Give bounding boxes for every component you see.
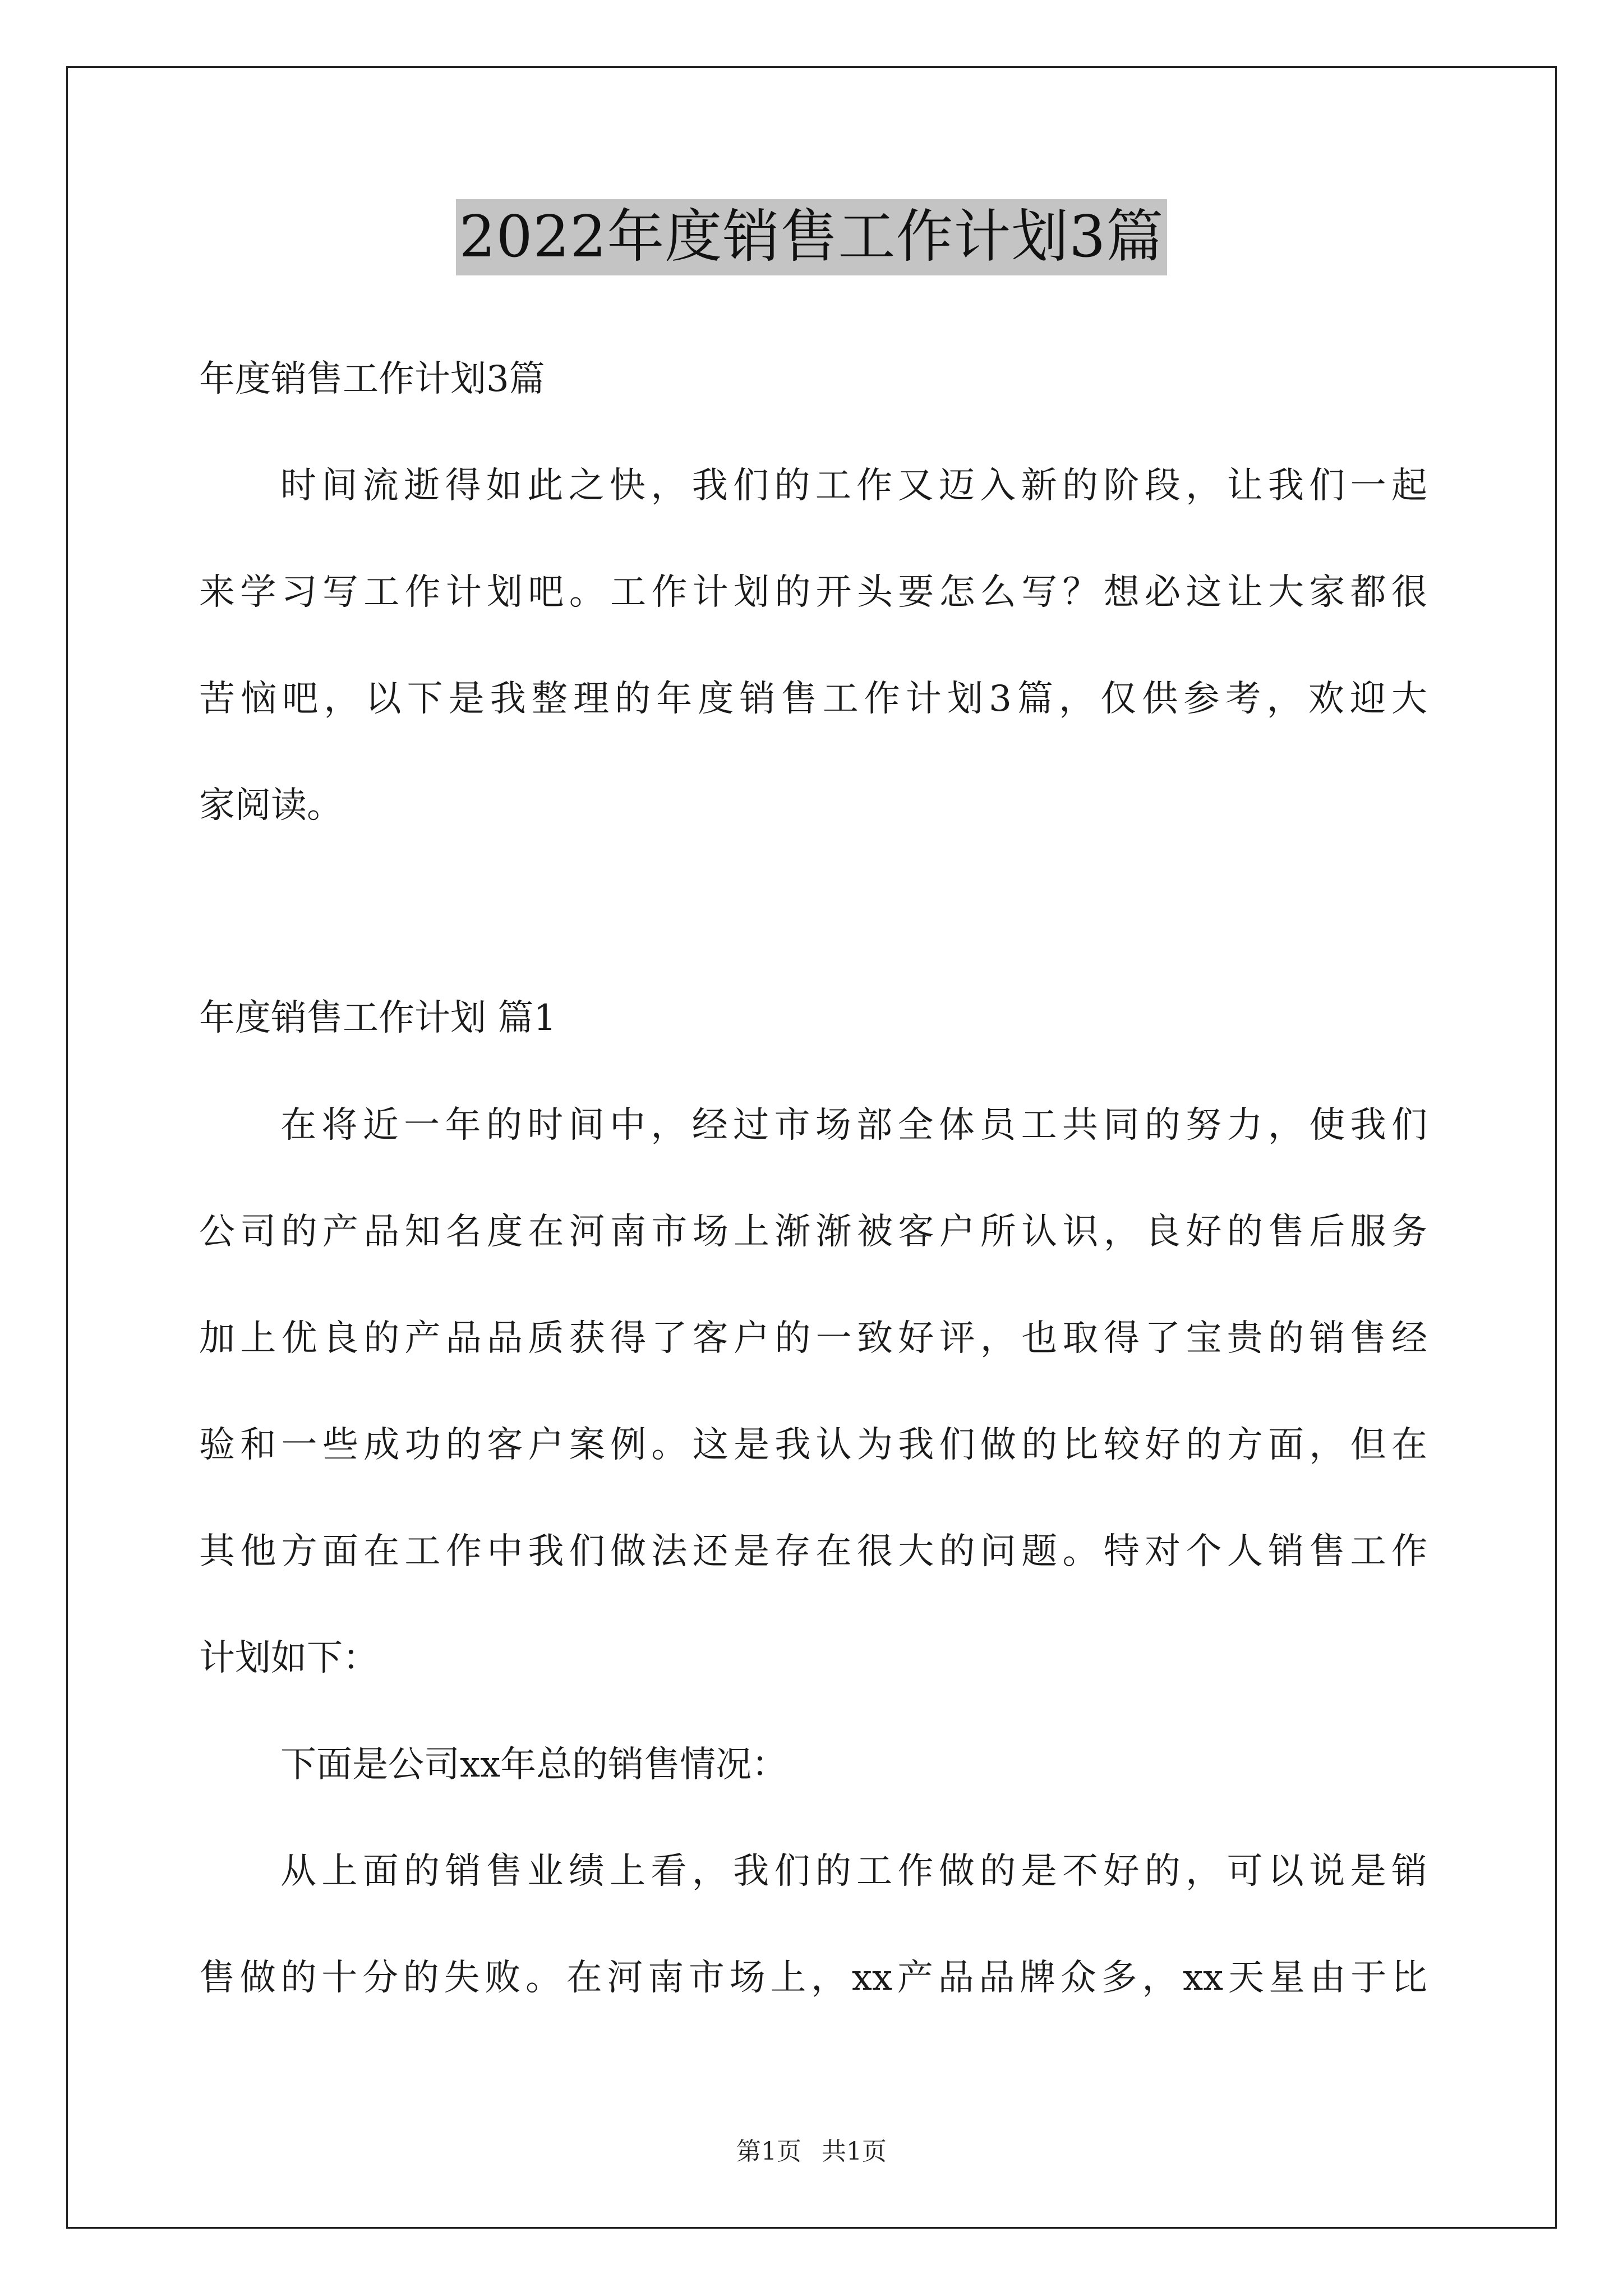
intro-line-1: 时间流逝得如此之快，我们的工作又迈入新的阶段，让我们一起 <box>280 465 1427 507</box>
document-title: 2022年度销售工作计划3篇 <box>456 199 1167 275</box>
intro-line-3: 苦恼吧，以下是我整理的年度销售工作计划3篇，仅供参考，欢迎大 <box>199 678 1427 720</box>
para2: 下面是公司xx年总的销售情况： <box>280 1744 788 1786</box>
document-subtitle: 年度销售工作计划3篇 <box>199 358 545 400</box>
intro-line-4: 家阅读。 <box>199 785 343 826</box>
para1-line-5: 其他方面在工作中我们做法还是存在很大的问题。特对个人销售工作 <box>199 1531 1427 1572</box>
para1-line-3: 加上优良的产品品质获得了客户的一致好评，也取得了宝贵的销售经 <box>199 1318 1427 1359</box>
page-number-current: 第1页 <box>736 2137 801 2166</box>
intro-line-2: 来学习写工作计划吧。工作计划的开头要怎么写？想必这让大家都很 <box>199 572 1427 613</box>
para1-line-6: 计划如下： <box>199 1637 379 1679</box>
title-container <box>0 199 1623 275</box>
page-footer <box>0 2136 1623 2168</box>
para1-line-1: 在将近一年的时间中，经过市场部全体员工共同的努力，使我们 <box>280 1105 1427 1146</box>
page-number-total: 共1页 <box>822 2137 887 2166</box>
para3-line-1: 从上面的销售业绩上看，我们的工作做的是不好的，可以说是销 <box>280 1851 1427 1892</box>
para1-line-4: 验和一些成功的客户案例。这是我认为我们做的比较好的方面，但在 <box>199 1424 1427 1466</box>
para1-line-2: 公司的产品知名度在河南市场上渐渐被客户所认识，良好的售后服务 <box>199 1211 1427 1253</box>
section-heading: 年度销售工作计划 篇1 <box>199 997 557 1039</box>
para3-line-2: 售做的十分的失败。在河南市场上，xx产品品牌众多，xx天星由于比 <box>199 1957 1427 1999</box>
